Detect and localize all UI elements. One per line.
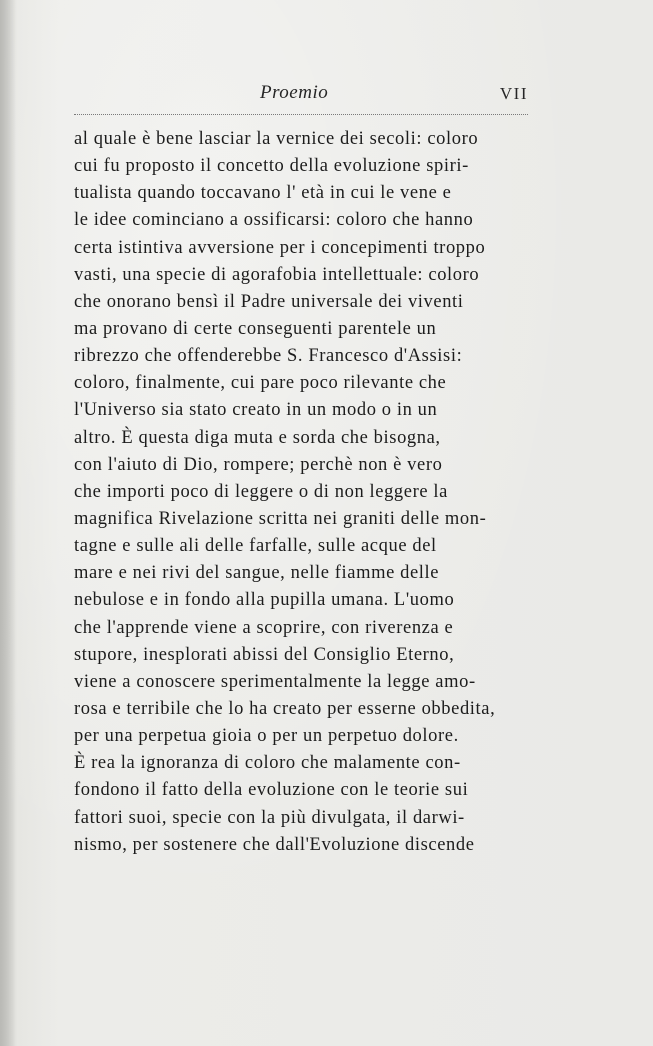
text-line: nebulose e in fondo alla pupilla umana. L'uomo	[74, 590, 455, 611]
text-line: magnifica Rivelazione scritta nei graniti delle mon-	[74, 508, 487, 529]
text-line: che onorano bensì il Padre universale dei viventi	[74, 291, 464, 312]
text-line: con l'aiuto di Dio, rompere; perchè non è vero	[74, 454, 443, 475]
text-line: tagne e sulle ali delle farfalle, sulle acque del	[74, 536, 437, 557]
text-line: mare e nei rivi del sangue, nelle fiamme delle	[74, 563, 440, 584]
text-line: fattori suoi, specie con la più divulgata, il darwi-	[74, 807, 465, 828]
text-line: ribrezzo che offenderebbe S. Francesco d'Assisi:	[74, 346, 463, 367]
text-line: certa istintiva avversione per i concepimenti troppo	[74, 237, 486, 258]
text-line: coloro, finalmente, cui pare poco rilevante che	[74, 373, 447, 394]
text-line: per una perpetua gioia o per un perpetuo dolore.	[74, 726, 459, 747]
text-line: cui fu proposto il concetto della evoluzione spiri-	[74, 156, 469, 177]
text-line: stupore, inesplorati abissi del Consiglio Eterno,	[74, 644, 455, 665]
text-line: nismo, per sostenere che dall'Evoluzione discende	[74, 834, 475, 855]
text-line: altro. È questa diga muta e sorda che bisogna,	[74, 427, 441, 448]
text-line: al quale è bene lasciar la vernice dei secoli: coloro	[74, 129, 479, 149]
text-line: l'Universo sia stato creato in un modo o in un	[74, 400, 438, 421]
text-line: È rea la ignoranza di coloro che malamente con-	[74, 753, 461, 774]
text-line: le idee cominciano a ossificarsi: coloro che hanno	[74, 210, 474, 231]
header-dotted-rule	[74, 114, 528, 115]
running-title: Proemio	[260, 82, 329, 103]
text-line: che importi poco di leggere o di non leggere la	[74, 481, 448, 502]
text-line: rosa e terribile che lo ha creato per esserne obbedita,	[74, 698, 496, 719]
text-line: che l'apprende viene a scoprire, con riverenza e	[74, 617, 454, 638]
text-line: vasti, una specie di agorafobia intellettuale: coloro	[74, 264, 480, 285]
text-line: viene a conoscere sperimentalmente la legge amo-	[74, 671, 476, 692]
page-number: VII	[499, 84, 528, 103]
body-text	[74, 126, 528, 859]
text-line: tualista quando toccavano l' età in cui le vene e	[74, 183, 452, 204]
running-header	[74, 82, 528, 108]
text-line: fondono il fatto della evoluzione con le teorie sui	[74, 780, 469, 801]
page-binding-shadow	[0, 0, 16, 1046]
text-line: ma provano di certe conseguenti parentele un	[74, 318, 437, 339]
